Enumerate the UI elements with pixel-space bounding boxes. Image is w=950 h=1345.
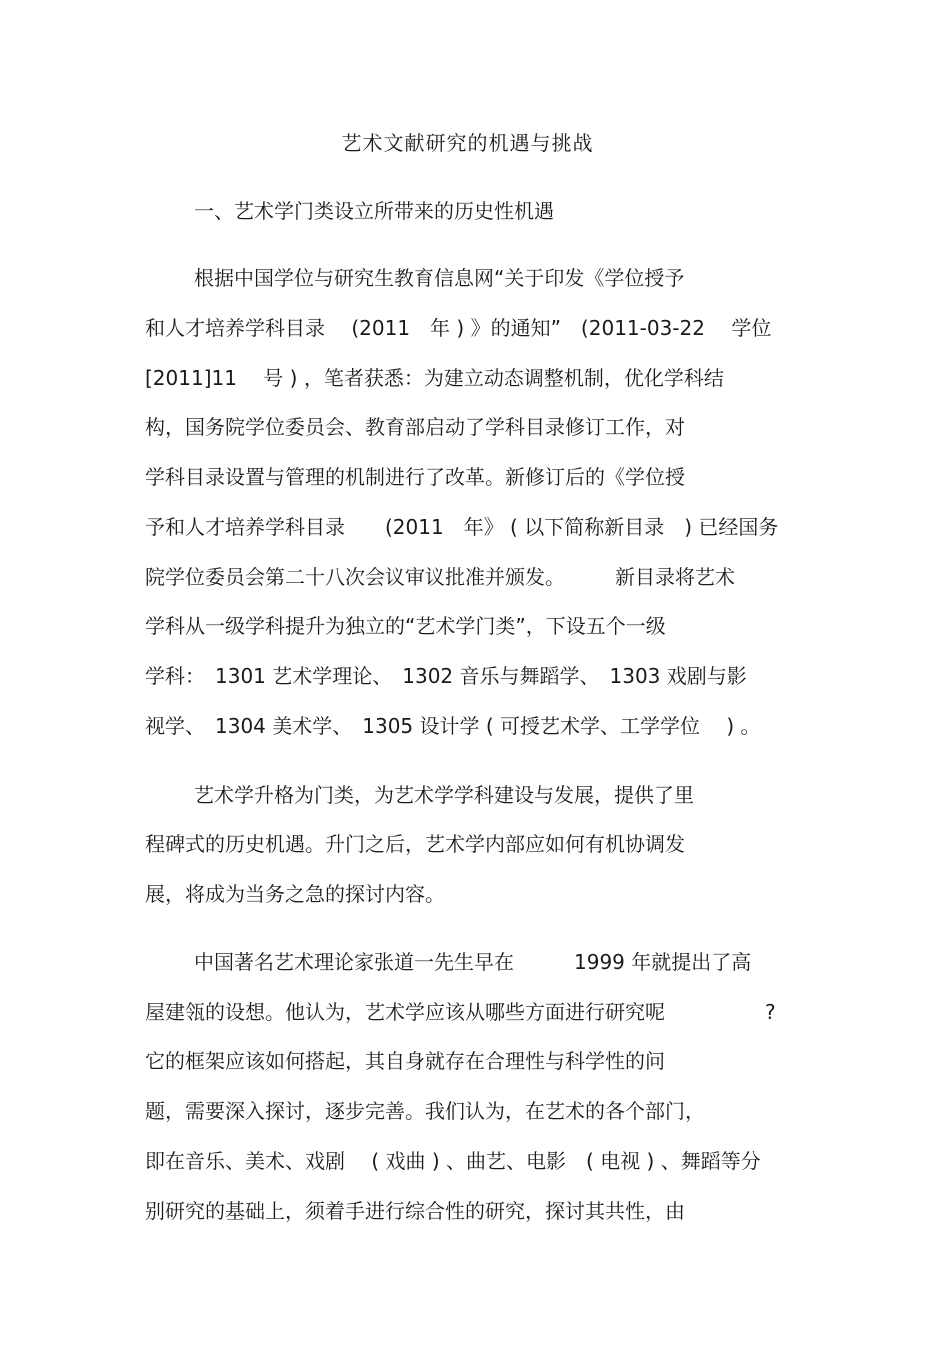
paragraph-line: 屋建瓴的设想。他认为，艺术学应该从哪些方面进行研究呢 ? xyxy=(145,1000,776,1024)
paragraph-line: 中国著名艺术理论家张道一先生早在 1999 年就提出了高 xyxy=(194,950,752,974)
paragraph-line: 学科目录设置与管理的机制进行了改革。新修订后的《学位授 xyxy=(145,465,685,489)
paragraph-line: 它的框架应该如何搭起，其自身就存在合理性与科学性的问 xyxy=(145,1049,665,1073)
paragraph-line: 题，需要深入探讨，逐步完善。我们认为，在艺术的各个部门， xyxy=(145,1099,705,1123)
paragraph-line: 学科： 1301 艺术学理论、 1302 音乐与舞蹈学、 1303 戏剧与影 xyxy=(145,664,747,688)
paragraph-line: 即在音乐、美术、戏剧 ( 戏曲 ) 、曲艺、电影 ( 电视 ) 、舞蹈等分 xyxy=(145,1149,761,1173)
paragraph-line: 院学位委员会第二十八次会议审议批准并颁发。 新目录将艺术 xyxy=(145,565,735,589)
paragraph-line: 根据中国学位与研究生教育信息网“关于印发《学位授予 xyxy=(194,266,685,290)
paragraph-line: 构，国务院学位委员会、教育部启动了学科目录修订工作，对 xyxy=(145,415,685,439)
paragraph-line: [2011]11 号 ) ，笔者获悉：为建立动态调整机制，优化学科结 xyxy=(145,366,724,390)
section-heading: 一、艺术学门类设立所带来的历史性机遇 xyxy=(194,199,554,223)
paragraph-line: 予和人才培养学科目录 (2011 年》 ( 以下简称新目录 ) 已经国务 xyxy=(145,515,779,539)
document-title: 艺术文献研究的机遇与挑战 xyxy=(341,131,594,155)
paragraph-line: 展，将成为当务之急的探讨内容。 xyxy=(145,882,445,906)
paragraph-line: 和人才培养学科目录 (2011 年 ) 》的通知” (2011-03-22 学位 xyxy=(145,316,772,340)
paragraph-line: 别研究的基础上，须着手进行综合性的研究，探讨其共性，由 xyxy=(145,1199,685,1223)
paragraph-line: 视学、 1304 美术学、 1305 设计学 ( 可授艺术学、工学学位 ) 。 xyxy=(145,714,761,738)
paragraph-line: 程碑式的历史机遇。升门之后，艺术学内部应如何有机协调发 xyxy=(145,832,685,856)
paragraph-line: 艺术学升格为门类，为艺术学学科建设与发展，提供了里 xyxy=(194,783,694,807)
paragraph-line: 学科从一级学科提升为独立的“艺术学门类”，下设五个一级 xyxy=(145,614,666,638)
